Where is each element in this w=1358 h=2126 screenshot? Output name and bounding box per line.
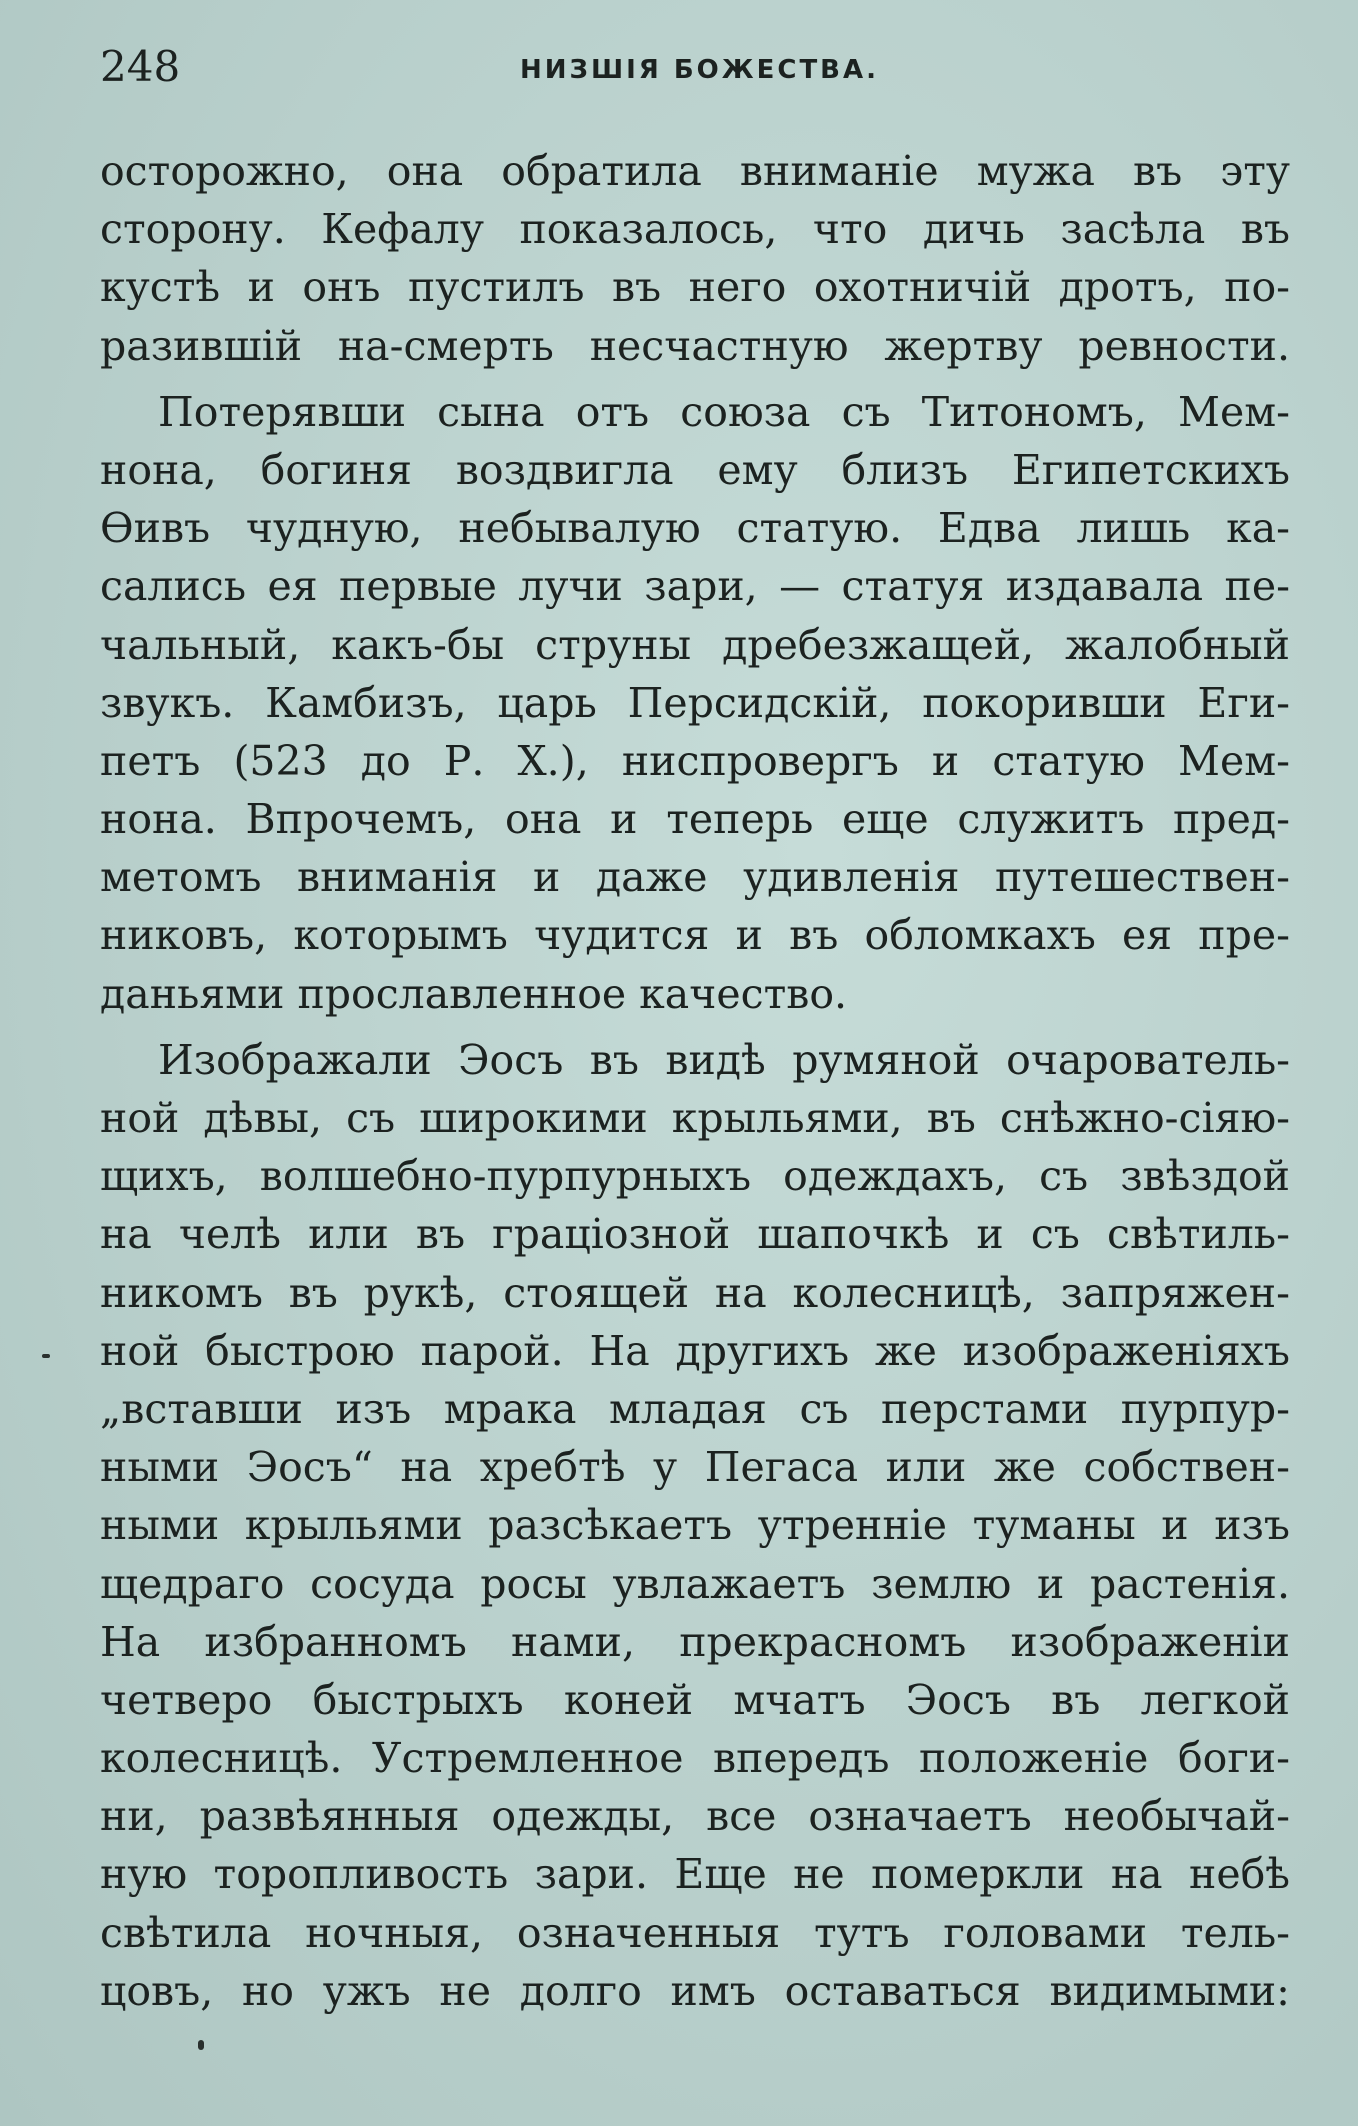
text-line: цовъ, но ужъ не долго имъ оставаться видимыми:: [100, 1966, 1290, 2015]
text-line: ную торопливость зари. Еще не померкли на небѣ: [100, 1850, 1290, 1899]
text-line: даньями прославленное качество.: [100, 969, 848, 1018]
text-line: щихъ, волшебно-пурпурныхъ одеждахъ, съ звѣздой: [100, 1152, 1290, 1201]
text-line: четверо быстрыхъ коней мчатъ Эосъ въ легкой: [100, 1675, 1290, 1724]
text-line: ными Эосъ“ на хребтѣ у Пегаса или же собствен-: [100, 1443, 1290, 1492]
text-line: петъ (523 до Р. Х.), ниспровергъ и статую Мем-: [100, 736, 1290, 785]
text-line: на челѣ или въ граціозной шапочкѣ и съ свѣтиль-: [100, 1210, 1290, 1259]
running-title: НИЗШІЯ БОЖЕСТВА.: [520, 55, 879, 85]
paragraph-gap: [100, 375, 1290, 383]
text-line: метомъ вниманія и даже удивленія путешествен-: [100, 853, 1290, 902]
text-line: ными крыльями разсѣкаетъ утренніе туманы и изъ: [100, 1501, 1290, 1550]
page-number: 248: [100, 42, 181, 91]
text-line: кустѣ и онъ пустилъ въ него охотничій дротъ, по-: [100, 263, 1290, 312]
ink-speck: [42, 1354, 50, 1358]
text-line: нона. Впрочемъ, она и теперь еще служитъ пред-: [100, 795, 1290, 844]
text-line: свѣтила ночныя, означенныя тутъ головами тель-: [100, 1908, 1290, 1957]
text-line: никомъ въ рукѣ, стоящей на колесницѣ, запряжен-: [100, 1268, 1290, 1317]
text-line: колесницѣ. Устремленное впередъ положеніе боги-: [100, 1734, 1290, 1783]
paragraph-gap: [100, 1023, 1290, 1031]
text-line: щедраго сосуда росы увлажаетъ землю и растенія.: [100, 1559, 1290, 1608]
text-line: нона, богиня воздвигла ему близъ Египетскихъ: [100, 445, 1290, 494]
text-line: никовъ, которымъ чудится и въ обломкахъ ея пре-: [100, 911, 1290, 960]
text-line: ной дѣвы, съ широкими крыльями, въ снѣжно-сіяю-: [100, 1094, 1290, 1142]
text-line: сторону. Кефалу показалось, что дичь засѣла въ: [100, 205, 1290, 254]
ink-speck: [198, 2040, 204, 2050]
text-line: осторожно, она обратила вниманіе мужа въ эту: [100, 147, 1290, 195]
text-line: звукъ. Камбизъ, царь Персидскій, покоривши Еги-: [100, 678, 1290, 727]
text-line: Изображали Эосъ въ видѣ румяной очарователь-: [158, 1035, 1290, 1084]
text-line: ни, развѣянныя одежды, все означаетъ необычай-: [100, 1792, 1290, 1841]
running-head: [100, 42, 1290, 92]
text-line: „вставши изъ мрака младая съ перстами пурпур-: [100, 1384, 1290, 1433]
text-line: ной быстрою парой. На другихъ же изображеніяхъ: [100, 1326, 1290, 1375]
text-line: Потерявши сына отъ союза съ Титономъ, Мем-: [158, 387, 1290, 436]
text-line: сались ея первые лучи зари, — статуя издавала пе-: [100, 562, 1290, 611]
text-line: На избранномъ нами, прекрасномъ изображеніи: [100, 1617, 1290, 1666]
text-line: Ѳивъ чудную, небывалую статую. Едва лишь ка-: [100, 504, 1290, 553]
body-text: [100, 142, 1290, 2020]
text-line: чальный, какъ-бы струны дребезжащей, жалобный: [100, 620, 1290, 669]
text-line: разившій на-смерть несчастную жертву ревности.: [100, 321, 1290, 370]
